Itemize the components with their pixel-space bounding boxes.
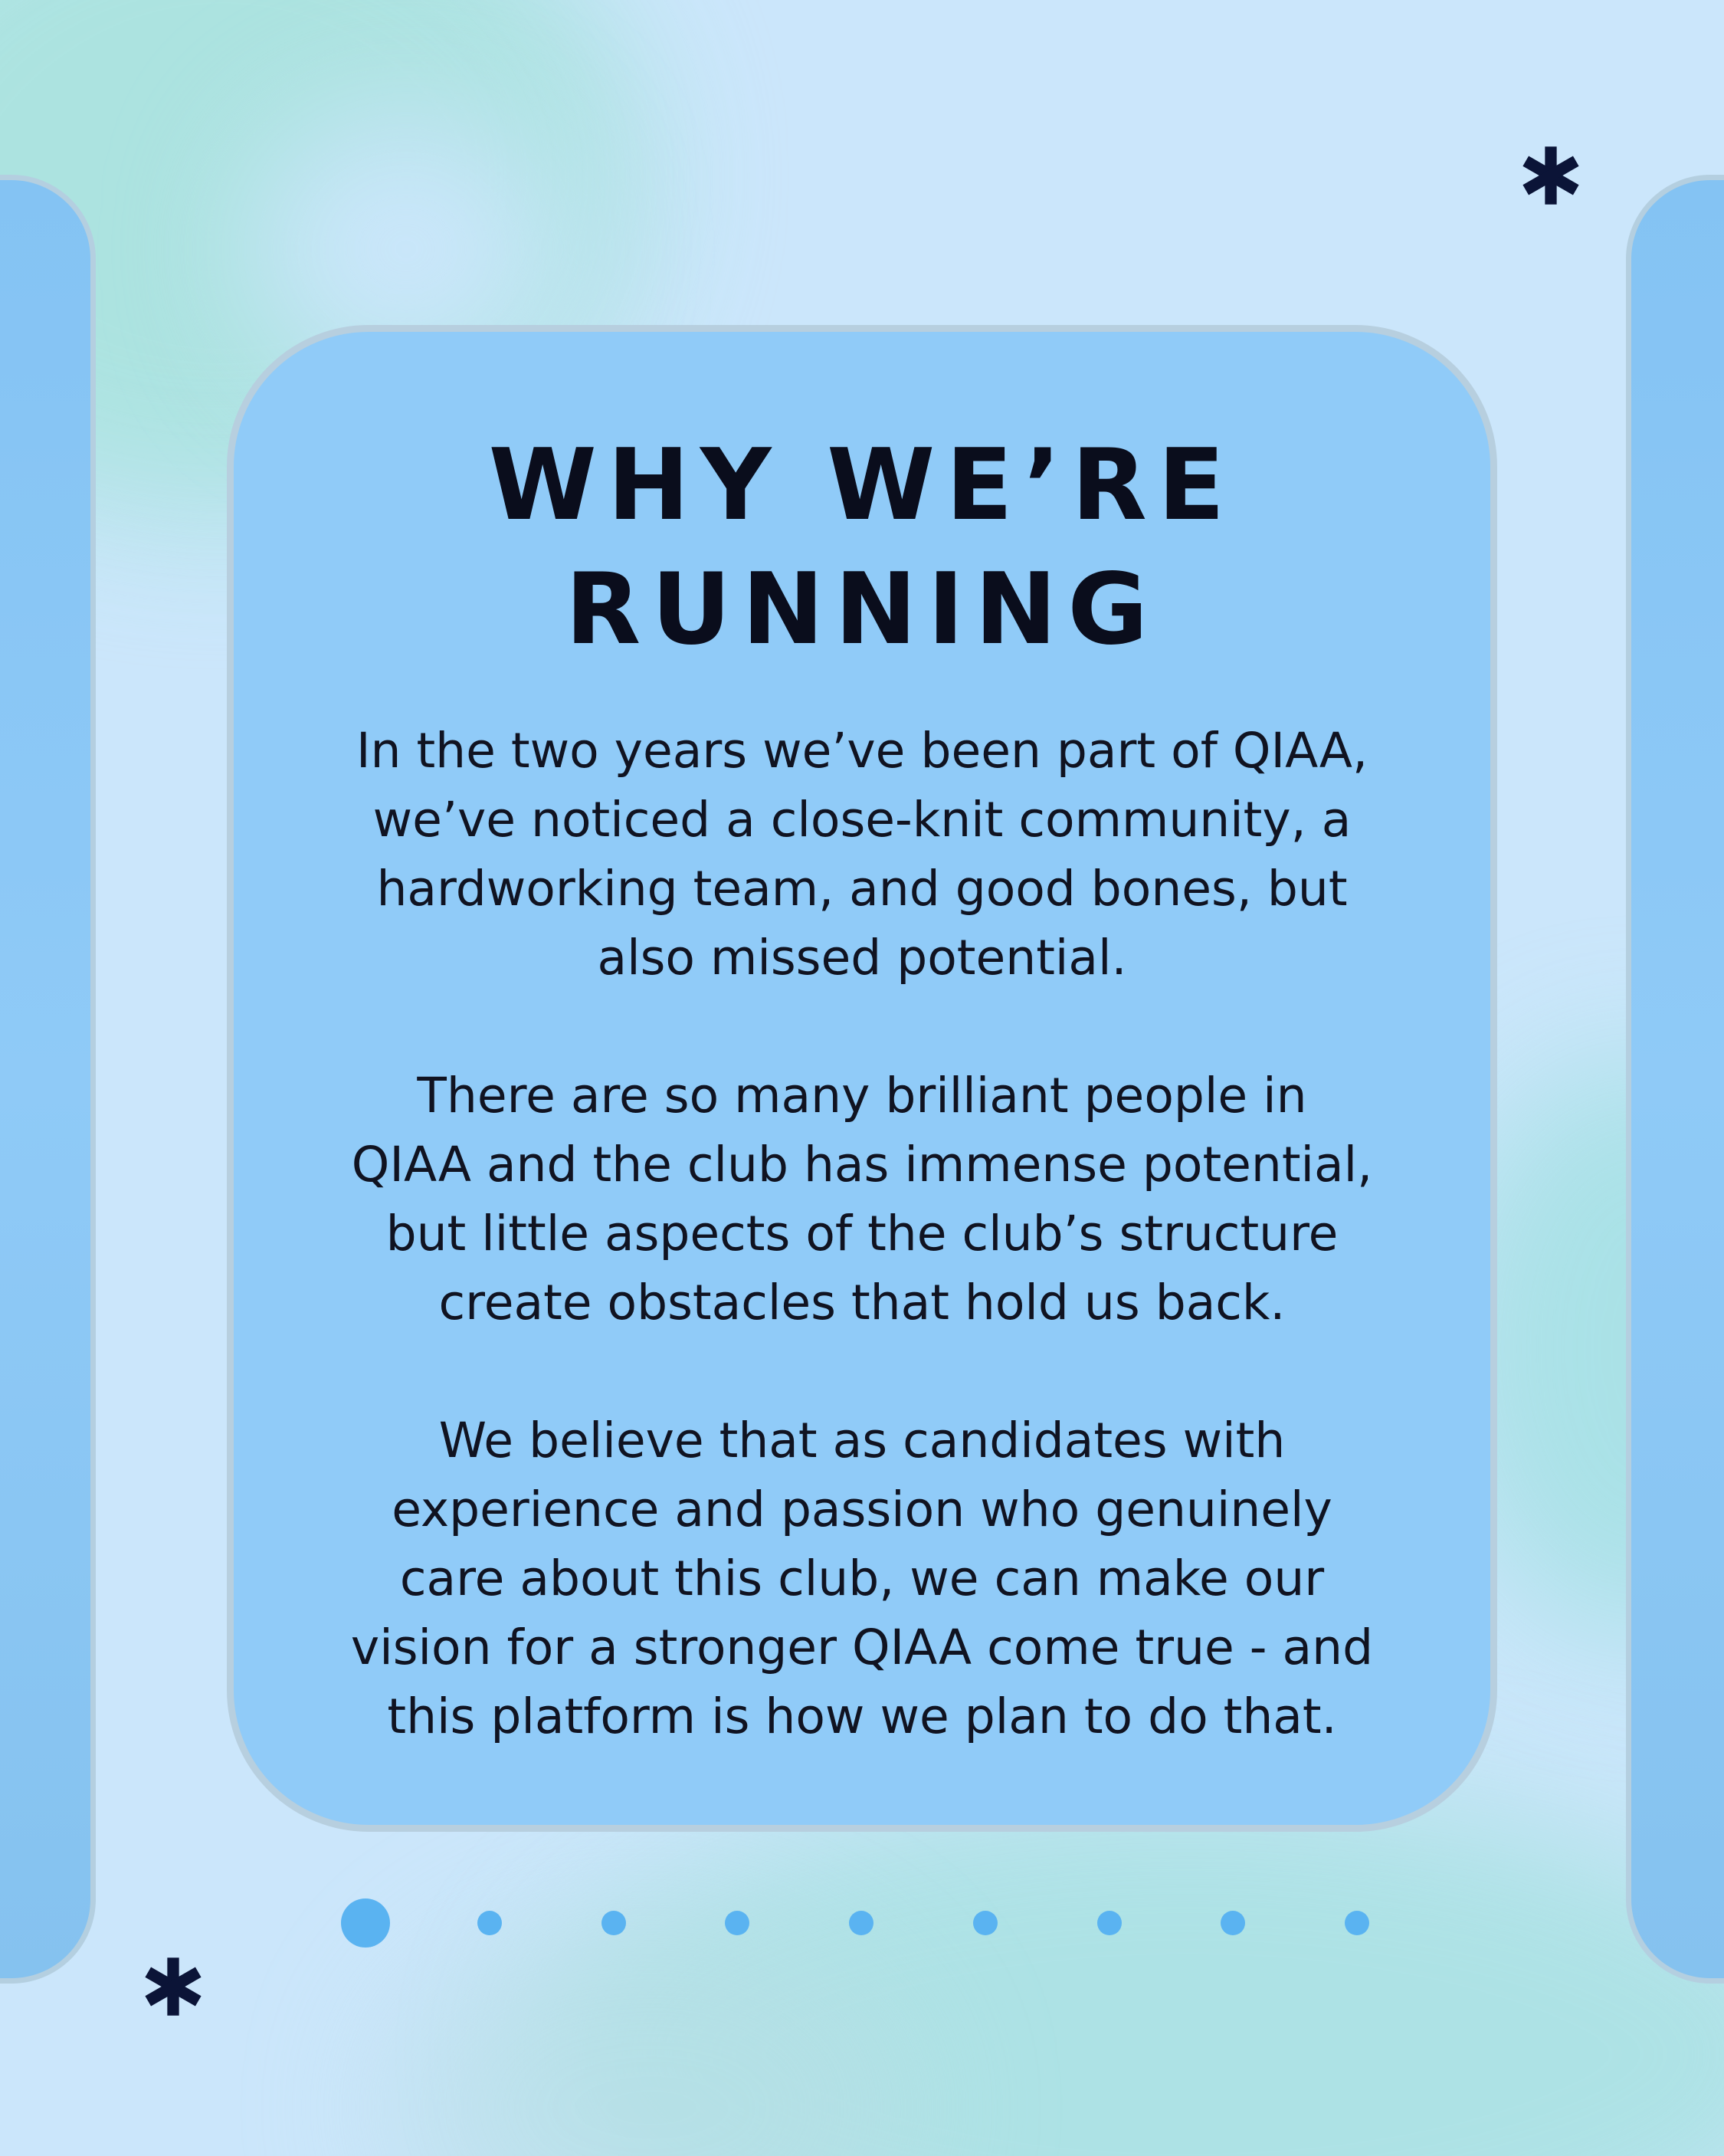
- text-line: hardworking team, and good bones, but: [376, 861, 1348, 917]
- text-line: this platform is how we plan to do that.: [387, 1688, 1337, 1744]
- text-line: In the two years we’ve been part of QIAA,: [356, 723, 1368, 779]
- title-line: WHY WE’RE: [488, 428, 1236, 543]
- text-line: vision for a stronger QIAA come true - and: [350, 1619, 1374, 1675]
- asterisk-icon: [1516, 141, 1585, 210]
- pagination-dot[interactable]: [849, 1911, 873, 1935]
- paragraph: [349, 1406, 1375, 1751]
- text-line: we’ve noticed a close-knit community, a: [372, 792, 1352, 848]
- pagination-dot[interactable]: [973, 1911, 998, 1935]
- pagination-dot[interactable]: [1345, 1911, 1369, 1935]
- paragraph: [349, 1062, 1375, 1337]
- title-line: RUNNING: [565, 553, 1159, 667]
- text-line: but little aspects of the club’s structure: [385, 1206, 1339, 1262]
- page-title: [234, 424, 1490, 672]
- text-line: create obstacles that hold us back.: [438, 1275, 1286, 1331]
- pagination-dot[interactable]: [1097, 1911, 1122, 1935]
- text-line: also missed potential.: [597, 930, 1127, 986]
- text-line: We believe that as candidates with: [438, 1413, 1286, 1469]
- text-line: care about this club, we can make our: [399, 1551, 1325, 1606]
- text-line: There are so many brilliant people in: [417, 1068, 1307, 1124]
- pagination-dot[interactable]: [1221, 1911, 1245, 1935]
- previous-slide-card[interactable]: [0, 175, 96, 1984]
- pagination-dot-active[interactable]: [341, 1898, 390, 1948]
- pagination-dot[interactable]: [477, 1911, 502, 1935]
- text-line: experience and passion who genuinely: [392, 1482, 1332, 1537]
- asterisk-icon: [139, 1952, 208, 2021]
- content-card: [227, 325, 1497, 1832]
- paragraph: [349, 717, 1375, 993]
- text-line: QIAA and the club has immense potential,: [351, 1137, 1373, 1193]
- body-text: [349, 717, 1375, 1820]
- next-slide-card[interactable]: [1626, 175, 1724, 1984]
- pagination-dot[interactable]: [601, 1911, 626, 1935]
